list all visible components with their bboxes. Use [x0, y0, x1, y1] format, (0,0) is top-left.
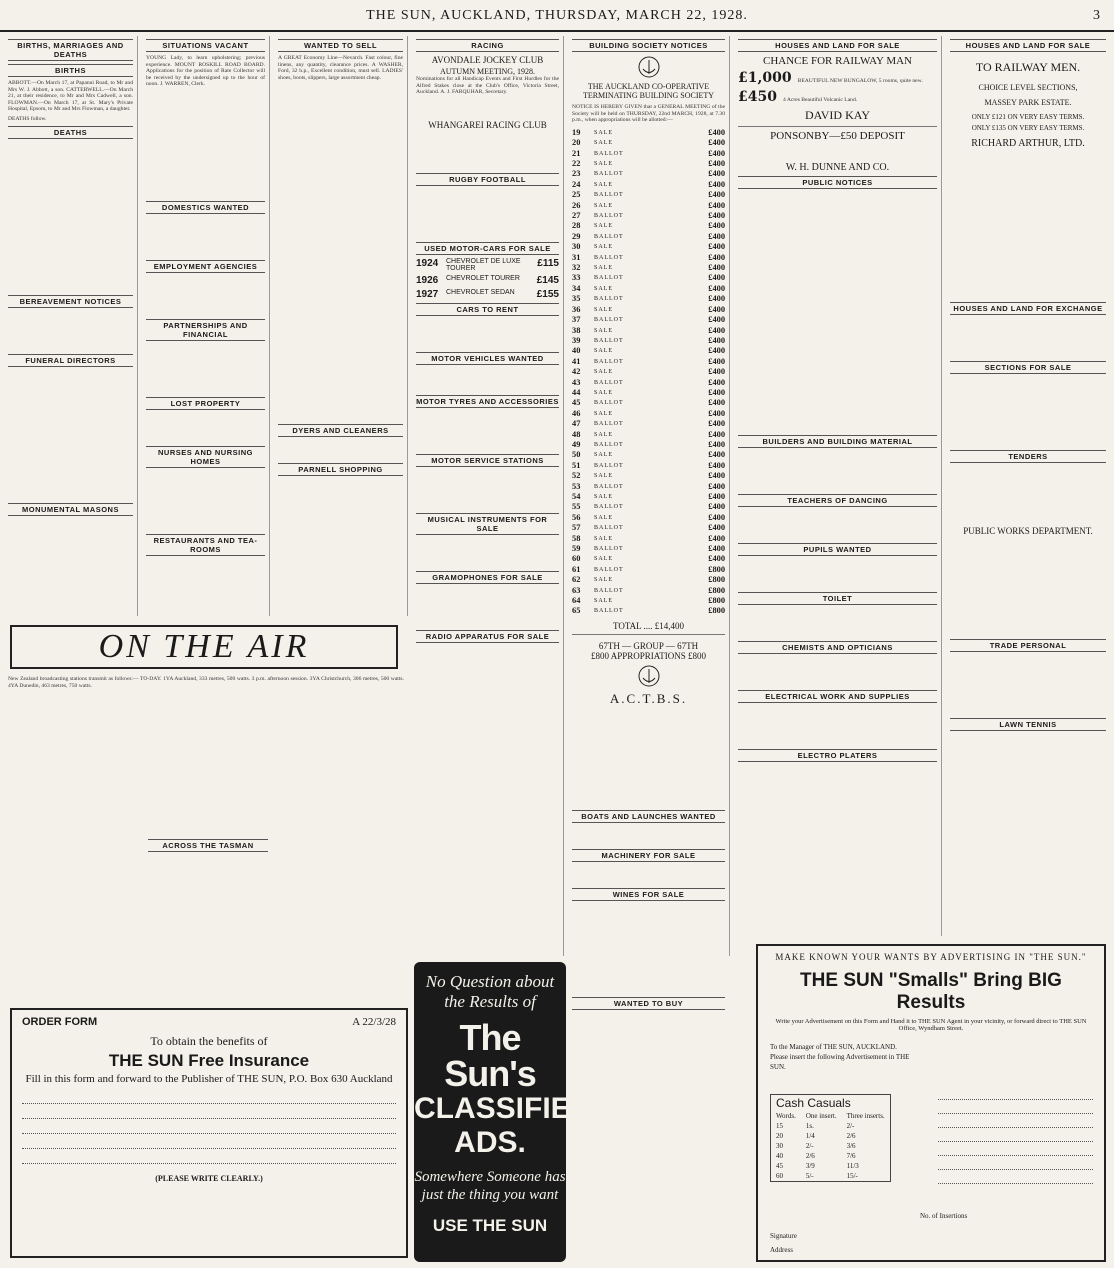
terms: ONLY £135 ON VERY EASY TERMS.: [971, 124, 1085, 132]
section-heading: WANTED TO BUY: [572, 997, 725, 1010]
notice-text: ABBOTT.—On March 17, at Papanui Road, to Mr and Mrs W. J. Abbott, a son. CATTERWELL.—On March 21, at their residence, to Mr and Mrs Cadwell, a son. FLOWMAN.—On March 17, at St. Mary's Private Hospital, Epsom, to Mr and Mrs Flowman, a daughter. DEATHS follow.: [8, 80, 133, 122]
ad-line[interactable]: [938, 1128, 1093, 1142]
column-houses: HOUSES AND LAND FOR SALE CHANCE FOR RAILWAY MAN £1,000 BEAUTIFUL NEW BUNGALOW, 5 rooms, quite new. £450 4 Acres Beautiful Volcanic Land. DAVID KAY PONSONBY—£50 DEPOSIT W. H. DUNNE AND CO. PUBLIC NOTICES BUILDERS AND BUILDING MATERIAL TEACHERS OF DANCING PUPILS WANTED TOILET CHEMISTS AND OPTICIANS ELECTRICAL WORK AND SUPPLIES ELECTRO PLATERS: [734, 36, 942, 936]
ad-line[interactable]: [938, 1142, 1093, 1156]
appropriation-row: 43 BALLOT £400: [572, 377, 725, 387]
insurance-order-form: ORDER FORM A 22/3/28 To obtain the benefits of THE SUN Free Insurance Fill in this form and forward to the Publisher of THE SUN, P.O. Box 630 Auckland (PLEASE WRITE CLEARLY.): [10, 1008, 408, 1258]
appropriation-row: 36 SALE £400: [572, 304, 725, 314]
appropriation-row: 63 BALLOT £800: [572, 585, 725, 595]
classified-ads-promo: No Question about the Results of The Sun's CLASSIFIED ADS. Somewhere Someone has just the thing you want USE THE SUN: [414, 962, 566, 1262]
section-heading: DYERS AND CLEANERS: [278, 424, 403, 437]
appropriation-row: 60 SALE £400: [572, 554, 725, 564]
estate-name: MASSEY PARK ESTATE.: [984, 98, 1072, 107]
appropriation-row: 29 BALLOT £400: [572, 231, 725, 241]
society-name: THE AUCKLAND CO-OPERATIVE TERMINATING BUILDING SOCIETY: [582, 82, 715, 100]
section-heading: BEREAVEMENT NOTICES: [8, 295, 133, 308]
section-heading: BIRTHS, MARRIAGES AND DEATHS: [8, 39, 133, 61]
section-heading: HOUSES AND LAND FOR SALE: [738, 39, 937, 52]
appropriation-row: 19 SALE £400: [572, 127, 725, 137]
appropriation-row: 56 SALE £400: [572, 512, 725, 522]
appropriation-row: 32 SALE £400: [572, 263, 725, 273]
section-heading: MOTOR SERVICE STATIONS: [416, 454, 559, 467]
appropriation-row: 20 SALE £400: [572, 138, 725, 148]
appropriation-row: 51 BALLOT £400: [572, 460, 725, 470]
appropriation-row: 38 SALE £400: [572, 325, 725, 335]
appropriation-row: 53 BALLOT £400: [572, 481, 725, 491]
appropriation-row: 24 SALE £400: [572, 179, 725, 189]
appropriation-row: 49 BALLOT £400: [572, 439, 725, 449]
section-heading: DOMESTICS WANTED: [146, 201, 265, 214]
section-heading: SECTIONS FOR SALE: [950, 361, 1106, 374]
appropriation-row: 41 BALLOT £400: [572, 356, 725, 366]
car-row: 1927 CHEVROLET SEDAN £155: [416, 288, 559, 300]
order-form-ref: A 22/3/28: [352, 1016, 396, 1028]
section-heading: LOST PROPERTY: [146, 397, 265, 410]
section-heading: BOATS AND LAUNCHES WANTED: [572, 810, 725, 823]
deposit-heading: PONSONBY—£50 DEPOSIT: [770, 130, 905, 142]
appropriation-row: 54 SALE £400: [572, 492, 725, 501]
section-heading: RADIO APPARATUS FOR SALE: [416, 630, 559, 643]
appropriation-row: 55 BALLOT £400: [572, 502, 725, 512]
table-row: 45 3/9 11/3: [776, 1162, 859, 1170]
section-heading: FUNERAL DIRECTORS: [8, 354, 133, 367]
smalls-headline: THE SUN "Smalls" Bring BIG Results: [800, 970, 1062, 1013]
appropriation-row: 45 BALLOT £400: [572, 398, 725, 408]
section-heading: BUILDING SOCIETY NOTICES: [572, 39, 725, 52]
address-field[interactable]: [22, 1108, 396, 1119]
column-notices: [4, 36, 138, 616]
date-field[interactable]: [22, 1138, 396, 1149]
section-heading: MACHINERY FOR SALE: [572, 849, 725, 862]
column-racing: [412, 36, 564, 956]
ad-line[interactable]: [938, 1100, 1093, 1114]
appropriation-row: 35 BALLOT £400: [572, 294, 725, 304]
works-heading: PUBLIC WORKS DEPARTMENT.: [963, 526, 1093, 536]
section-heading: CARS TO RENT: [416, 303, 559, 316]
anchor-icon: [638, 665, 660, 687]
anchor-icon: [638, 56, 660, 78]
insertions-label: No. of Insertions: [920, 1212, 968, 1220]
table-row: 20 1/4 2/6: [776, 1132, 856, 1140]
appropriation-row: 33 BALLOT £400: [572, 273, 725, 283]
section-heading: DEATHS: [8, 126, 133, 139]
name-field[interactable]: [22, 1093, 396, 1104]
section-heading: LAWN TENNIS: [950, 718, 1106, 731]
appropriation-row: 46 SALE £400: [572, 408, 725, 418]
railway-heading: TO RAILWAY MEN.: [975, 60, 1081, 74]
appropriation-row: 44 SALE £400: [572, 387, 725, 397]
masthead: [0, 0, 1114, 32]
section-heading: RESTAURANTS AND TEA-ROOMS: [146, 534, 265, 556]
agent-name: W. H. DUNNE AND CO.: [785, 162, 890, 173]
ad-text: A GREAT Economy Line—Nevarch. Fast colour, fine linens, any quantity, clearance prices. A WASHER, Ford, 32 h.p., Excellent condition, must sell. LADIES' shoes, boots, slippers, large assortment cheap.: [278, 55, 403, 81]
section-heading: PUPILS WANTED: [738, 543, 937, 556]
on-the-air-banner: ON THE AIR: [10, 625, 398, 669]
club-name: AVONDALE JOCKEY CLUB: [431, 55, 544, 65]
section-heading: BIRTHS: [8, 64, 133, 77]
agent-name: RICHARD ARTHUR, LTD.: [971, 138, 1085, 149]
meeting-title: AUTUMN MEETING, 1928.: [439, 67, 536, 76]
appropriation-row: 50 SALE £400: [572, 450, 725, 460]
group-amount: £800 APPROPRIATIONS £800: [590, 650, 707, 661]
table-row: 30 2/- 3/6: [776, 1142, 856, 1150]
section-heading: MUSICAL INSTRUMENTS FOR SALE: [416, 513, 559, 535]
car-row: 1924 CHEVROLET DE LUXE TOURER £115: [416, 257, 559, 272]
section-heading: USED MOTOR-CARS FOR SALE: [416, 242, 559, 255]
ad-text: YOUNG Lady, to learn upholstering; previous experience. MOUNT ROSKILL ROAD BOARD. Applications for the position of Rate Collector will be received by the undersigned up to the hour of noon. J. WARREN, Clerk.: [146, 55, 265, 88]
table-row: 40 2/6 7/6: [776, 1152, 856, 1160]
address-label: Address: [770, 1246, 793, 1254]
appropriation-row: 42 SALE £400: [572, 367, 725, 377]
smalls-advert-form: MAKE KNOWN YOUR WANTS BY ADVERTISING IN "THE SUN." THE SUN "Smalls" Bring BIG Results Write your Advertisement on this Form and Hand it to THE SUN Agent in your vicinity, or forward direct to THE SUN Office, Wyndham Street. To the Manager of THE SUN, AUCKLAND. Please insert the following Advertisement in THE SUN. Cash Casuals Words. One insert. Three inserts. 15 1s. 2/- 20 1/4 2/6 30 2/- 3/6 40 2/6 7/6 45 3/9 11/3 60 5/- 15/- No. of Insertions Signature Address: [756, 944, 1106, 1262]
appropriation-row: 52 SALE £400: [572, 471, 725, 481]
used-cars-list: [416, 258, 559, 300]
appropriation-row: 62 SALE £800: [572, 575, 725, 585]
section-heading: TEACHERS OF DANCING: [738, 494, 937, 507]
racing-text: Nominations for all Handicap Events and First Hurdles for the Alfred Stakes close at the Club's Office, Victoria Street, Auckland. A. J. FARQUHAR, Secretary.: [416, 76, 559, 96]
section-heading: MOTOR VEHICLES WANTED: [416, 352, 559, 365]
radio-listings: New Zealand broadcasting stations transmit as follows:— TO-DAY. 1YA Auckland, 333 metres, 500 watts. 3 p.m. afternoon session. 3YA Christchurch, 306 metres, 500 watts. 4YA Dunedin, 463 metres, 750 watts.: [8, 676, 404, 689]
appropriation-row: 37 BALLOT £400: [572, 315, 725, 325]
section-heading: TENDERS: [950, 450, 1106, 463]
appropriation-row: 25 BALLOT £400: [572, 190, 725, 200]
ad-line[interactable]: [938, 1170, 1093, 1184]
across-the-tasman: ACROSS THE TASMAN: [148, 839, 268, 852]
appropriations-list: [572, 128, 725, 617]
car-row: 1926 CHEVROLET TOURER £145: [416, 274, 559, 286]
appropriation-row: 59 BALLOT £400: [572, 544, 725, 554]
section-heading: WANTED TO SELL: [278, 39, 403, 52]
club-name: WHANGAREI RACING CLUB: [428, 119, 547, 130]
section-heading: NURSES AND NURSING HOMES: [146, 446, 265, 468]
column-houses-right: [946, 36, 1110, 936]
signature-field[interactable]: [22, 1123, 396, 1134]
column-building-society: [568, 36, 730, 1008]
terms: ONLY £121 ON VERY EASY TERMS.: [971, 113, 1085, 121]
signature-label: Signature: [770, 1232, 797, 1240]
appropriation-row: 22 SALE £400: [572, 159, 725, 168]
appropriation-row: 48 SALE £400: [572, 429, 725, 439]
appropriation-row: 31 BALLOT £400: [572, 252, 725, 262]
table-row: 15 1s. 2/-: [776, 1122, 855, 1130]
cash-casuals-table: Cash Casuals Words. One insert. Three inserts. 15 1s. 2/- 20 1/4 2/6 30 2/- 3/6 40 2/6 7/6 45 3/9 11/3 60 5/- 15/-: [770, 1094, 891, 1182]
section-heading: BUILDERS AND BUILDING MATERIAL: [738, 435, 937, 448]
insurance-headline: THE SUN Free Insurance: [108, 1051, 310, 1070]
ad-line[interactable]: [938, 1114, 1093, 1128]
section-heading: SITUATIONS VACANT: [146, 39, 265, 52]
column-radio: [4, 676, 408, 996]
ad-line[interactable]: [938, 1086, 1093, 1100]
newspaper-title: THE SUN, AUCKLAND, THURSDAY, MARCH 22, 1928.: [366, 8, 748, 23]
section-heading: TOILET: [738, 592, 937, 605]
page-number: 3: [1093, 8, 1100, 23]
section-heading: ELECTRO PLATERS: [738, 749, 937, 762]
group-heading: 67TH — GROUP — 67TH: [598, 640, 699, 651]
appropriation-row: 34 SALE £400: [572, 283, 725, 293]
appropriation-row: 57 BALLOT £400: [572, 523, 725, 533]
section-heading: HOUSES AND LAND FOR EXCHANGE: [950, 302, 1106, 315]
witness-field[interactable]: [22, 1153, 396, 1164]
actbs-title: A.C.T.B.S.: [609, 690, 688, 706]
meeting-notice: NOTICE IS HEREBY GIVEN that a GENERAL MEETING of the Society will be held on THURSDAY, 22nd MARCH, 1928, at 7.30 p.m., when appropriations will be allotted:—: [572, 104, 725, 124]
chance-heading: CHANCE FOR RAILWAY MAN: [762, 55, 913, 67]
section-heading: HOUSES AND LAND FOR SALE: [950, 39, 1106, 52]
section-heading: EMPLOYMENT AGENCIES: [146, 260, 265, 273]
section-heading: GRAMOPHONES FOR SALE: [416, 571, 559, 584]
section-heading: RUGBY FOOTBALL: [416, 173, 559, 186]
column-situations: [142, 36, 270, 616]
agent-name: DAVID KAY: [804, 108, 870, 122]
appropriation-row: 39 BALLOT £400: [572, 335, 725, 345]
appropriation-row: 65 BALLOT £800: [572, 606, 725, 616]
appropriation-row: 58 SALE £400: [572, 533, 725, 543]
ad-line[interactable]: [938, 1156, 1093, 1170]
sections-heading: CHOICE LEVEL SECTIONS,: [978, 83, 1078, 92]
column-wanted-to-sell: [274, 36, 408, 616]
appropriation-row: 26 SALE £400: [572, 200, 725, 210]
total: TOTAL .... £14,400: [612, 620, 685, 631]
appropriation-row: 27 BALLOT £400: [572, 211, 725, 221]
section-heading: PARTNERSHIPS AND FINANCIAL: [146, 319, 265, 341]
appropriation-row: 64 SALE £800: [572, 596, 725, 606]
price: £1,000: [738, 70, 792, 86]
appropriation-row: 21 BALLOT £400: [572, 148, 725, 158]
section-heading: MOTOR TYRES AND ACCESSORIES: [416, 396, 559, 406]
section-heading: PARNELL SHOPPING: [278, 463, 403, 476]
table-row: 60 5/- 15/-: [776, 1172, 858, 1180]
appropriation-row: 28 SALE £400: [572, 221, 725, 231]
appropriation-row: 61 BALLOT £800: [572, 564, 725, 574]
section-heading: ELECTRICAL WORK AND SUPPLIES: [738, 690, 937, 703]
section-heading: CHEMISTS AND OPTICIANS: [738, 641, 937, 654]
section-heading: PUBLIC NOTICES: [738, 176, 937, 189]
section-heading: RACING: [416, 39, 559, 52]
appropriation-row: 30 SALE £400: [572, 242, 725, 252]
appropriation-row: 40 SALE £400: [572, 346, 725, 356]
appropriation-row: 47 BALLOT £400: [572, 419, 725, 429]
section-heading: MONUMENTAL MASONS: [8, 503, 133, 516]
section-heading: WINES FOR SALE: [572, 888, 725, 901]
section-heading: TRADE PERSONAL: [950, 639, 1106, 652]
order-form-title: ORDER FORM: [22, 1016, 98, 1028]
price: £450: [738, 89, 777, 105]
appropriation-row: 23 BALLOT £400: [572, 169, 725, 179]
